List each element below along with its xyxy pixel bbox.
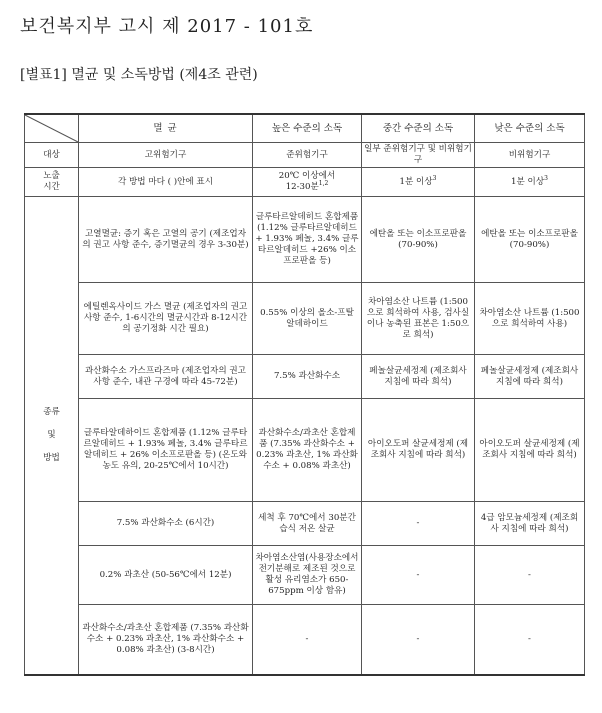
method-low-level: 에탄올 또는 이소프로판올 (70-90%) <box>475 197 585 283</box>
exposure-time-label <box>25 168 79 197</box>
method-row <box>25 355 585 399</box>
method-row <box>25 502 585 546</box>
method-high-level: 7.5% 과산화수소 <box>253 355 362 399</box>
method-high-level: 과산화수소/과초산 혼합제품 (7.35% 과산화수소 + 0.23% 과초산, 1% 과산화수소 + 0.08% 과초산) <box>253 399 362 502</box>
exposure-time-mid-value: 1분 이상 <box>399 176 433 187</box>
method-sterilization: 과산화수소 가스프라즈마 (제조업자의 권고사항 준수, 내관 구경에 따라 45-72분) <box>79 355 253 399</box>
target-sterilization: 고위험기구 <box>79 143 253 168</box>
method-low-level: 차아염소산 나트륨 (1:500으로 희석하여 사용) <box>475 283 585 355</box>
method-mid-level: 아이오도퍼 살균세정제 (제조회사 지침에 따라 희석) <box>362 399 475 502</box>
diagonal-line <box>25 115 78 142</box>
exposure-time-low-value: 1분 이상 <box>511 176 545 187</box>
method-label <box>25 197 79 675</box>
footnote-marker: 3 <box>432 174 437 182</box>
method-high-level: 차아염소산염(사용장소에서 전기분해로 제조된 것으로 활성 유리염소가 650-675ppm 이상 함유) <box>253 546 362 605</box>
method-sterilization: 고열멸균: 증기 혹은 고열의 공기 (제조업자의 권고 사항 준수, 증기멸균의 경우 3-30분) <box>79 197 253 283</box>
header-row <box>25 114 585 143</box>
method-mid-level: - <box>362 605 475 675</box>
exposure-time-row <box>25 168 585 197</box>
method-row <box>25 197 585 283</box>
method-row <box>25 283 585 355</box>
header-high-level: 높은 수준의 소독 <box>253 114 362 143</box>
method-sterilization: 7.5% 과산화수소 (6시간) <box>79 502 253 546</box>
method-mid-level: - <box>362 546 475 605</box>
target-low-level: 비위험기구 <box>475 143 585 168</box>
header-low-level: 낮은 수준의 소독 <box>475 114 585 143</box>
method-row <box>25 546 585 605</box>
method-mid-level: 페놀살균세정제 (제조회사 지침에 따라 희석) <box>362 355 475 399</box>
method-label-line3: 방법 <box>43 452 60 463</box>
method-sterilization: 글루타알데하이드 혼합제품 (1.12% 글루타르알데히드 + 1.93% 페놀, 3.4% 글루타르알데히드 + 26% 이소프로판올 등) (온도와 농도 유의, 20-25℃에서 10시간) <box>79 399 253 502</box>
method-row <box>25 605 585 675</box>
method-label-line2: 및 <box>47 429 56 440</box>
method-label-line1: 종류 <box>43 406 60 417</box>
exposure-time-sterilization: 각 방법 마다 ( )안에 표시 <box>79 168 253 197</box>
method-low-level: - <box>475 546 585 605</box>
method-sterilization: 에틸렌옥사이드 가스 멸균 (제조업자의 권고사항 준수, 1-6시간의 멸균시간과 8-12시간의 공기정화 시간 필요) <box>79 283 253 355</box>
document-subtitle: [별표1] 멸균 및 소독방법 (제4조 관련) <box>20 67 258 83</box>
method-sterilization: 0.2% 과초산 (50-56℃에서 12분) <box>79 546 253 605</box>
header-mid-level: 중간 수준의 소독 <box>362 114 475 143</box>
exposure-time-label-line1: 노출 <box>43 171 60 181</box>
header-sterilization: 멸 균 <box>79 114 253 143</box>
disinfection-table <box>24 113 585 676</box>
method-high-level: 글루타르알데히드 혼합제품 (1.12% 글루타르알데히드 + 1.93% 페놀, 3.4% 글루타르알데히드 +26% 이소프로판올 등) <box>253 197 362 283</box>
footnote-marker: 1,2 <box>318 180 329 188</box>
footnote-marker: 3 <box>544 174 548 182</box>
method-low-level: - <box>475 605 585 675</box>
method-mid-level: 차아염소산 나트륨 (1:500으로 희석하여 사용, 검사실이나 농축된 표본은 1:50으로 희석) <box>362 283 475 355</box>
target-label: 대상 <box>25 143 79 168</box>
exposure-time-high-line1: 20℃ 이상에서 <box>278 171 336 181</box>
method-low-level: 아이오도퍼 살균세정제 (제조회사 지침에 따라 희석) <box>475 399 585 502</box>
method-mid-level: - <box>362 502 475 546</box>
exposure-time-low-level <box>475 168 585 197</box>
method-high-level: 세척 후 70℃에서 30분간 습식 저온 살균 <box>253 502 362 546</box>
exposure-time-mid-level <box>362 168 475 197</box>
header-corner-cell <box>25 114 79 143</box>
method-row <box>25 399 585 502</box>
document-title: 보건복지부 고시 제 2017 - 101호 <box>20 16 314 37</box>
exposure-time-high-line2: 12-30분 <box>285 182 319 192</box>
method-mid-level: 에탄올 또는 이소프로판올 (70-90%) <box>362 197 475 283</box>
method-low-level: 4급 암모늄세정제 (제조회사 지침에 따라 희석) <box>475 502 585 546</box>
method-high-level: 0.55% 이상의 올소-프탈 알데하이드 <box>253 283 362 355</box>
method-sterilization: 과산화수소/과초산 혼합제품 (7.35% 과산화수소 + 0.23% 과초산, 1% 과산화수소 + 0.08% 과초산) (3-8시간) <box>79 605 253 675</box>
exposure-time-high-level <box>253 168 362 197</box>
target-high-level: 준위험기구 <box>253 143 362 168</box>
method-high-level: - <box>253 605 362 675</box>
target-row <box>25 143 585 168</box>
method-low-level: 페놀살균세정제 (제조회사 지침에 따라 희석) <box>475 355 585 399</box>
exposure-time-label-line2: 시간 <box>43 182 60 192</box>
target-mid-level: 일부 준위험기구 및 비위험기구 <box>362 143 475 168</box>
